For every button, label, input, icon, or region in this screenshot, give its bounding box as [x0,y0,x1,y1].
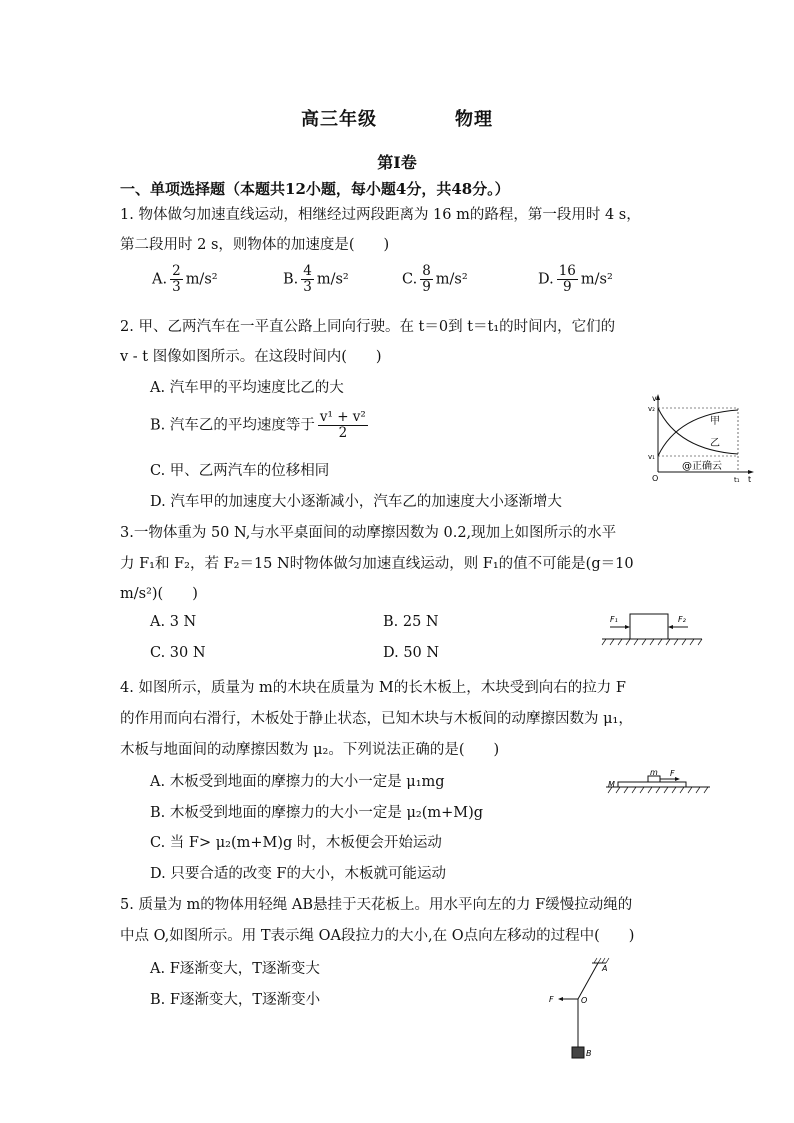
block-force-figure [600,608,704,650]
q3-line3: m/s²)( ) [120,586,198,602]
q5-line2: 中点 O,如图所示。用 T表示绳 OA段拉力的大小,在 O点向左移动的过程中( ) [120,928,635,944]
graph-axis-t: t [748,475,752,484]
fig-big-m-label: M [608,780,615,789]
fig-a-label: A [602,964,608,973]
graph-jia: 甲 [710,416,720,427]
graph-origin: O [652,474,659,483]
q3-option-c: C. 30 N [150,645,206,661]
q2-line1: 2. 甲、乙两汽车在一平直公路上同向行驶。在 t＝0到 t＝t₁的时间内，它们的 [120,319,616,335]
q4-option-c: C. 当 F> μ₂(m+M)g 时，木板便会开始运动 [150,835,442,851]
q2-option-a: A. 汽车甲的平均速度比乙的大 [150,380,344,396]
q4-option-d: D. 只要合适的改变 F的大小，木板就可能运动 [150,866,446,882]
graph-v2: v₂ [648,405,655,413]
q5-option-b: B. F逐渐变大，T逐渐变小 [150,992,321,1008]
q3-option-d: D. 50 N [383,645,440,661]
board-block-figure [604,768,712,800]
q4-line3: 木板与地面间的动摩擦因数为 μ₂。下列说法正确的是( ) [120,742,500,758]
q2-option-d: D. 汽车甲的加速度大小逐渐减小，汽车乙的加速度大小逐渐增大 [150,494,562,510]
q3-line2: 力 F₁和 F₂，若 F₂＝15 N时物体做匀加速直线运动，则 F₁的值不可能是(g＝10 [120,556,634,572]
q1-option-d: D. $\frac{16}{9}$ m/s² [538,263,613,295]
q2-line2: v - t 图像如图所示。在这段时间内( ) [120,349,382,365]
fig-o-label: O [581,996,588,1005]
q4-line2: 的作用而向右滑行，木板处于静止状态，已知木块与木板间的动摩擦因数为 μ₁， [120,711,633,727]
vt-graph [648,392,758,484]
subject-label: 物理 [455,109,493,130]
volume-title: 第Ⅰ卷 [377,153,417,172]
graph-v1: v₁ [648,453,655,461]
grade-label: 高三年级 [301,109,377,130]
graph-t1: t₁ [734,476,740,484]
graph-yi: 乙 [710,438,720,449]
q1-line1: 1. 物体做匀加速直线运动，相继经过两段距离为 16 m的路程，第一段用时 4 s， [120,207,641,223]
fig-f-label: F [549,995,554,1004]
q1-option-a: A. $\frac{2}{3}$ m/s² [152,263,218,295]
fig-b-label: B [586,1049,592,1058]
fig-f2-label: F₂ [678,615,686,624]
q3-line1: 3.一物体重为 50 N,与水平桌面间的动摩擦因数为 0.2,现加上如图所示的水平 [120,525,617,541]
q1-line2: 第二段用时 2 s，则物体的加速度是( ) [120,237,390,253]
q2-option-b: B. 汽车乙的平均速度等于 $\frac{\text{v¹ + v²}}{2}$ [150,409,366,441]
q4-option-a: A. 木板受到地面的摩擦力的大小一定是 μ₁mg [150,774,445,790]
q1-option-b: B. $\frac{4}{3}$ m/s² [283,263,349,295]
rope-figure [540,955,620,1065]
fig-f-label: F [670,769,675,778]
q4-option-b: B. 木板受到地面的摩擦力的大小一定是 μ₂(m+M)g [150,805,484,821]
q3-option-a: A. 3 N [150,614,197,630]
q2-option-c: C. 甲、乙两汽车的位移相同 [150,463,330,479]
fig-f1-label: F₁ [610,615,618,624]
page-title [0,105,794,131]
q4-line1: 4. 如图所示，质量为 m的木块在质量为 M的长木板上，木块受到向右的拉力 F [120,680,626,696]
section-title: 一、单项选择题（本题共12小题，每小题4分，共48分。） [120,180,510,198]
graph-watermark: @正确云 [682,461,722,472]
q5-line1: 5. 质量为 m的物体用轻绳 AB悬挂于天花板上。用水平向左的力 F缓慢拉动绳的 [120,897,633,913]
q5-option-a: A. F逐渐变大，T逐渐变大 [150,961,320,977]
fig-small-m-label: m [650,768,658,777]
graph-axis-v: v [652,394,657,403]
q1-option-c: C. $\frac{8}{9}$ m/s² [402,263,468,295]
q3-option-b: B. 25 N [383,614,439,630]
